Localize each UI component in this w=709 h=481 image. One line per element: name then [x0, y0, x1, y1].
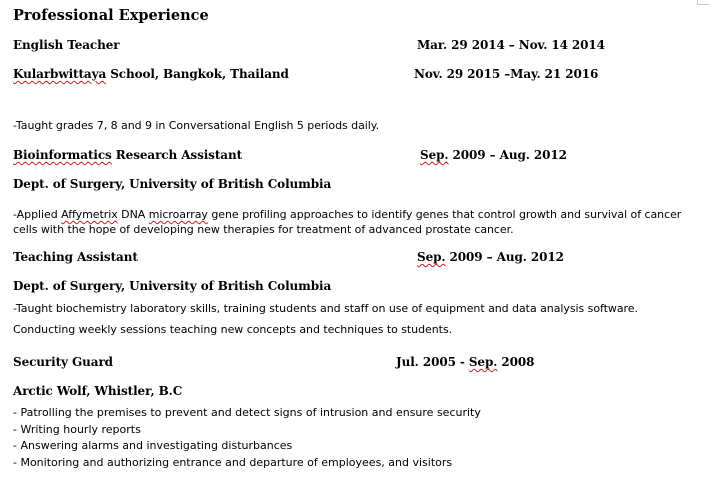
- job-3-description-line-2: Conducting weekly sessions teaching new concepts and techniques to students.: [13, 323, 453, 336]
- list-item: - Monitoring and authorizing entrance and departure of employees, and visitors: [13, 456, 453, 470]
- job-1-organization-rest: School, Bangkok, Thailand: [106, 67, 289, 81]
- spelling-flag[interactable]: Sep.: [468, 355, 498, 369]
- list-item: - Writing hourly reports: [13, 422, 141, 436]
- job-1-organization: [13, 67, 289, 81]
- spelling-flag[interactable]: Kularbwittaya: [13, 67, 107, 81]
- job-2-description-part-3: gene profiling approaches to identify genes that control growth and survival of cancer cells with the hope of developing new therapies for treatment of advanced prostate cancer.: [13, 208, 682, 236]
- job-2-title-rest: Research Assistant: [111, 148, 243, 162]
- job-2-description-part-2: DNA: [117, 208, 149, 221]
- job-1-title-dates: Mar. 29 2014 – Nov. 14 2014: [417, 38, 605, 52]
- job-2-organization: Dept. of Surgery, University of British Columbia: [13, 177, 332, 191]
- spelling-flag[interactable]: microarray: [148, 208, 208, 221]
- job-2-dates-rest: 2009 – Aug. 2012: [448, 148, 567, 162]
- spelling-flag[interactable]: Bioinformatics: [13, 148, 112, 162]
- list-item: - Patrolling the premises to prevent and detect signs of intrusion and ensure security: [13, 406, 481, 419]
- job-1-organization-dates: Nov. 29 2015 –May. 21 2016: [414, 67, 599, 81]
- job-3-title: Teaching Assistant: [13, 250, 138, 264]
- section-title: Professional Experience: [13, 7, 209, 24]
- page-corner-mark: [697, 0, 709, 5]
- spelling-flag[interactable]: Sep.: [420, 148, 449, 162]
- job-4-organization: Arctic Wolf, Whistler, B.C: [13, 384, 183, 398]
- job-2-description: [13, 207, 683, 237]
- job-2-dates: [420, 148, 567, 162]
- job-4-dates: [396, 355, 534, 369]
- job-4-title: Security Guard: [13, 355, 113, 369]
- job-2-title: [13, 148, 242, 162]
- spelling-flag[interactable]: Sep.: [417, 250, 446, 264]
- job-3-description-line-1: -Taught biochemistry laboratory skills, training students and staff on use of equipment and data analysis software.: [13, 302, 638, 315]
- job-1-title: English Teacher: [13, 38, 120, 52]
- job-4-dates-rest: 2008: [497, 355, 535, 369]
- job-3-dates: [417, 250, 564, 264]
- job-4-duties-list: [13, 405, 481, 472]
- job-3-dates-rest: 2009 – Aug. 2012: [445, 250, 564, 264]
- spelling-flag[interactable]: Affymetrix: [61, 208, 118, 221]
- job-4-dates-prefix: Jul. 2005 -: [396, 355, 469, 369]
- job-1-description: -Taught grades 7, 8 and 9 in Conversational English 5 periods daily.: [13, 119, 380, 132]
- list-item: - Answering alarms and investigating disturbances: [13, 439, 293, 453]
- job-2-description-part-1: -Applied: [13, 208, 62, 221]
- job-3-organization: Dept. of Surgery, University of British Columbia: [13, 279, 332, 293]
